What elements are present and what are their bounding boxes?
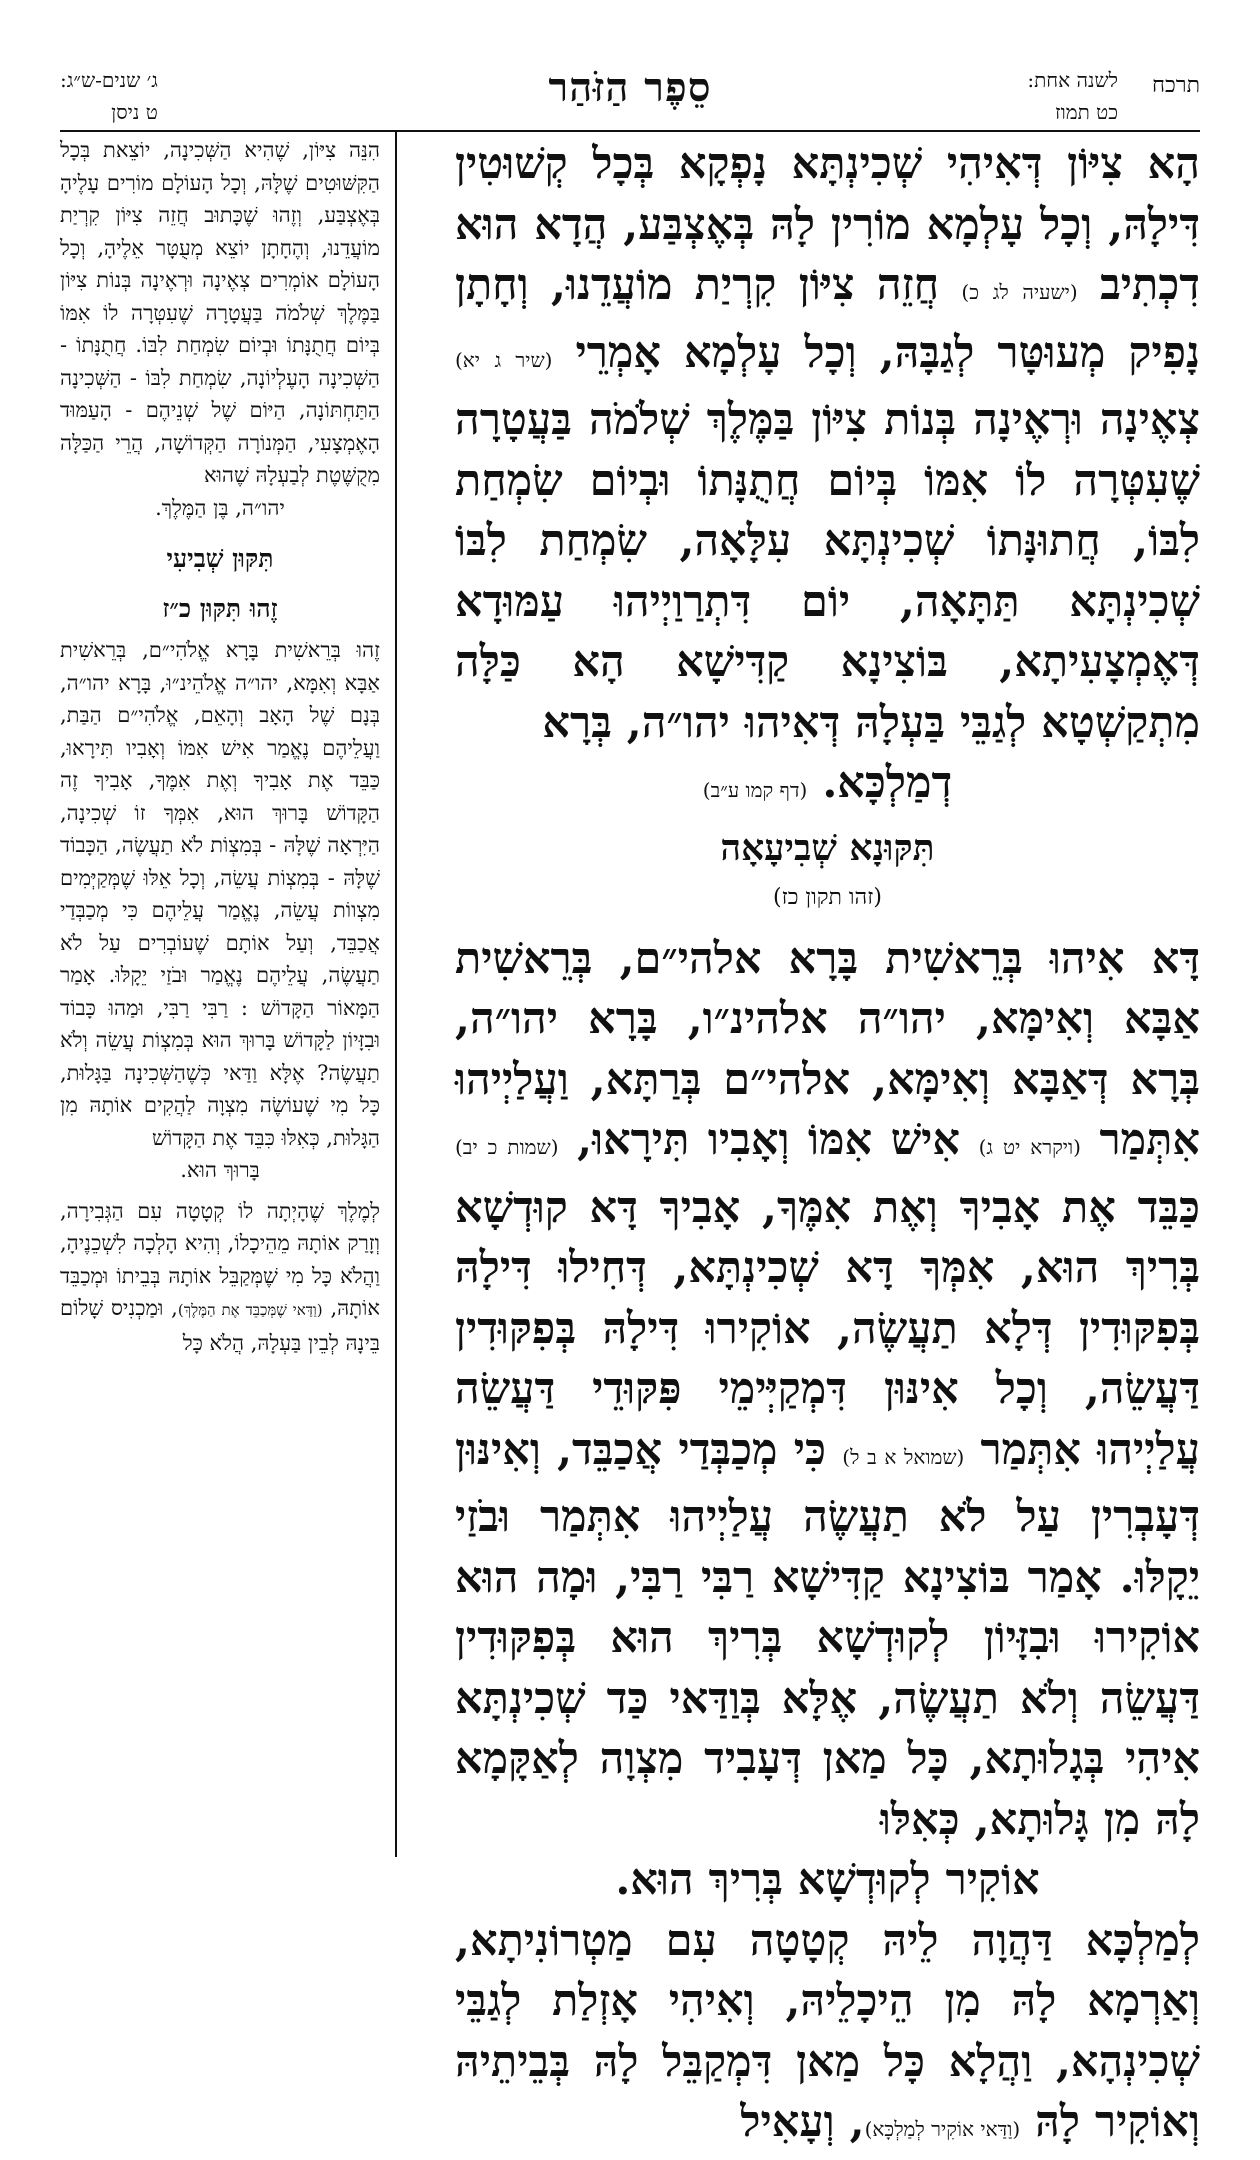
side-paragraph-3: לְמֶלֶךְ שֶׁהָיְתָה לוֹ קְטָטָה עִם הַגְּבִירָה, וְזָרַק אוֹתָהּ מֵהֵיכָלוֹ, וְהִיא הָלְכָה לִשְׁכֵנֶיהָ, וַהֲלֹא כָּל מִי שֶׁמְּקַבֵּל אוֹתָהּ בְּבֵיתוֹ וּמְכַבֵּד אוֹתָהּ, (וַדַּאי שֶׁמְּכַבֵּד אֶת הַמֶּלֶךְ), וּמַכְנִיס שָׁלוֹם בֵּינָהּ לְבֵין בַּעְלָהּ, הֲלֹא כָּל bbox=[60, 1198, 380, 1355]
left-header-note bbox=[60, 64, 158, 128]
aramaic-column bbox=[455, 134, 1200, 2160]
schedule-label-left: ג׳ שנים-ש״ג: bbox=[60, 68, 158, 92]
section-subheading: (זהו תקון כז) bbox=[773, 884, 882, 910]
inline-gloss: (וַדַּאי שֶׁמְּכַבֵּד אֶת הַמֶּלֶךְ) bbox=[177, 1301, 323, 1319]
side-subheading: זֶהוּ תִּקּוּן כ״ז bbox=[162, 594, 278, 623]
inline-gloss: (וַדַּאי אוֹקִיר לְמַלְכָּא) bbox=[864, 2117, 1021, 2141]
book-title: סֵפֶר הַזֹּהַר bbox=[548, 64, 712, 111]
schedule-date: כט תמוז bbox=[1055, 100, 1118, 124]
schedule-date-left: ט ניסן bbox=[111, 100, 158, 124]
side-paragraph-1: הִנֵּה צִיּוֹן, שֶׁהִיא הַשְּׁכִינָה, יוֹצֵאת בְּכָל הַקִּשּׁוּטִים שֶׁלָּהּ, וְכָל הָעוֹלָם מוֹרִים עָלֶיהָ בְּאֶצְבַּע, וְזֶהוּ שֶׁכָּתוּב חֲזֵה צִיּוֹן קִרְיַת מוֹעֲדֵנוּ, וְהֶחָתָן יוֹצֵא מְעֻטָּר אֵלֶיהָ, וְכָל הָעוֹלָם אוֹמְרִים צְאֶינָה וּרְאֶינָה בְּנוֹת צִיּוֹן בַּמֶּלֶךְ שְׁלֹמֹה בַּעֲטָרָה שֶׁעִטְּרָה לוֹ אִמּוֹ בְּיוֹם חֲתֻנָּתוֹ וּבְיוֹם שִׂמְחַת לִבּוֹ. חֲתֻנָּתוֹ - הַשְּׁכִינָה הָעֶלְיוֹנָה, שִׂמְחַת לִבּוֹ - הַשְּׁכִינָה הַתַּחְתּוֹנָה, הַיּוֹם שֶׁל שְׁנֵיהֶם - הָעַמּוּד הָאֶמְצָעִי, הַמְּנוֹרָה הַקְּדוֹשָׁה, הֲרֵי הַכַּלָּה מִקֻשֶּׁטֶת לְבַעְלָהּ שֶׁהוּא bbox=[60, 138, 380, 487]
verse-reference: (ויקרא יט ג) bbox=[978, 1135, 1081, 1159]
section-heading: תִּקּוּנָא שְׁבִיעָאָה bbox=[720, 826, 935, 869]
side-paragraph-2: זֶהוּ בְּרֵאשִׁית בָּרָא אֱלֹהִי״ם, בְּרֵאשִׁית אַבָּא וְאִמָּא, יהו״ה אֱלֹהֵינ״וּ, בָּרָא יהו״ה, בְּנָם שֶׁל הָאָב וְהָאֵם, אֱלֹהִי״ם הַבַּת, וַעֲלֵיהֶם נֶאֱמַר אִישׁ אִמּוֹ וְאָבִיו תִּירָאוּ, כַּבֵּד אֶת אָבִיךָ וְאֶת אִמֶּךָ, אָבִיךָ זֶה הַקָּדוֹשׁ בָּרוּךְ הוּא, אִמְּךָ זוֹ שְׁכִינָה, הַיִּרְאָה שֶׁלָּהּ - בְּמִצְוֹת לֹא תַעֲשֶׂה, הַכָּבוֹד שֶׁלָּהּ - בְּמִצְוֹת עֲשֵׂה, וְכָל אֵלּוּ שֶׁמְּקַיְּמִים מִצְווֹת עֲשֵׂה, נֶאֱמַר עֲלֵיהֶם כִּי מְכַבְּדַי אֲכַבֵּד, וְעַל אוֹתָם שֶׁעוֹבְרִים עַל לֹא תַעֲשֶׂה, עֲלֵיהֶם נֶאֱמַר וּבֹזַי יֵקָלּוּ. אָמַר הַמָּאוֹר הַקָּדוֹשׁ : רַבִּי רַבִּי, וּמַהוּ כָּבוֹד וּבִזָּיוֹן לַקָּדוֹשׁ בָּרוּךְ הוּא בְּמִצְוֹת עֲשֵׂה וְלֹא תַעֲשֶׂה? אֶלָּא וַדַּאי כְּשֶׁהַשְּׁכִינָה בַּגָּלוּת, כָּל מִי שֶׁעוֹשֶׂה מִצְוָה לַהֲקִים אוֹתָהּ מִן הַגָּלוּת, כְּאִלּוּ כִּבֵּד אֶת הַקָּדוֹשׁ bbox=[60, 638, 380, 1150]
page-header bbox=[60, 62, 1200, 132]
hebrew-translation-column bbox=[60, 134, 380, 1359]
main-paragraph-1: הָא צִיּוֹן דְּאִיהִי שְׁכִינְתָּא נָפְקָא בְּכָל קְשׁוּטִין דִּילָהּ, וְכָל עָלְמָא מוֹרִין לָהּ בְּאֶצְבַּע, הֲדָא הוּא דִכְתִיב (ישעיה לג כ) חֲזֵה צִיּוֹן קִרְיַת מוֹעֲדֵנוּ, וְחָתָן נָפִיק מְעוּטָּר לְגַבָּהּ, וְכָל עָלְמָא אָמְרֵי (שיר ג יא) צְאֶינָה וּרְאֶינָה בְּנוֹת צִיּוֹן בַּמֶּלֶךְ שְׁלֹמֹה בַּעֲטָרָה שֶׁעִטְּרָה לוֹ אִמּוֹ בְּיוֹם חֲתֻנָּתוֹ וּבְיוֹם שִׂמְחַת לִבּוֹ, חֲתוּנָּתוֹ שְׁכִינְתָּא עִלָּאָה, שִׂמְחַת לִבּוֹ שְׁכִינְתָּא תַּתָּאָה, יוֹם דִּתְרַוַיְיהוּ עַמּוּדָא דְּאֶמְצָעִיתָא, בּוֹצִינָא קַדִּישָׁא הָא כַּלָּה מִתְקַשְׁטָא לְגַבֵּי בַּעְלָהּ דְּאִיהוּ יהו״ה, בְּרָא bbox=[455, 139, 1200, 748]
page-number: תרכח bbox=[1152, 73, 1200, 98]
header-rule bbox=[60, 130, 1200, 132]
side-heading: תִּקּוּן שְׁבִיעִי bbox=[166, 544, 274, 573]
main-paragraph-1-end: דְמַלְכָּא. (דף קמו ע״ב) bbox=[702, 758, 953, 808]
verse-reference: (שמות כ יב) bbox=[455, 1135, 559, 1159]
verse-reference: (ישעיה לג כ) bbox=[961, 280, 1078, 304]
main-paragraph-2: דָּא אִיהוּ בְּרֵאשִׁית בָּרָא אלהי״ם, בְּרֵאשִׁית אַבָּא וְאִימָּא, יהו״ה אלהינ״ו, בָּרָא יהו״ה, בְּרָא דְּאַבָּא וְאִימָּא, אלהי״ם בְּרַתָּא, וַעֲלַיְיהוּ אִתְּמַר (ויקרא יט ג) אִישׁ אִמּוֹ וְאָבִיו תִּירָאוּ, (שמות כ יב) כַּבֵּד אֶת אָבִיךָ וְאֶת אִמֶּךָ, אָבִיךָ דָּא קוּדְשָׁא בְּרִיךְ הוּא, אִמְּךָ דָּא שְׁכִינְתָּא, דְּחִילוּ דִּילָהּ בְּפִקּוּדִין דְּלָא תַעֲשֶׂה, אוֹקִירוּ דִּילָהּ בְּפִקּוּדִין דַּעֲשֵׂה, וְכָל אִינּוּן דִּמְקַיְּימֵי פִּקּוּדֵי דַּעֲשֵׂה עֲלַיְיהוּ אִתְּמַר (שמואל א ב ל) כִּי מְכַבְּדַי אֲכַבֵּד, וְאִינּוּן דְּעָבְרִין עַל לֹא תַעֲשֶׂה עֲלַיְיהוּ אִתְּמַר וּבֹזַי יֵקָלּוּ. אָמַר בּוֹצִינָא קַדִּישָׁא רַבִּי רַבִּי, וּמָה הוּא אוֹקִירוּ וּבִזָּיוֹן לְקוּדְשָׁא בְּרִיךְ הוּא בְּפִקּוּדִין דַּעֲשֵׂה וְלֹא תַעֲשֶׂה, אֶלָּא בְּוַדַּאי כַּד שְׁכִינְתָּא אִיהִי בְּגָלוּתָא, כָּל מַאן דְּעָבִיד מִצְוָה לְאַקָּמָא לָהּ מִן גָּלוּתָא, כְּאִלּוּ bbox=[455, 933, 1200, 1845]
schedule-label: לשנה אחת: bbox=[1027, 68, 1118, 92]
side-paragraph-2-end: בָּרוּךְ הוּא. bbox=[180, 1158, 260, 1182]
verse-reference: (שמואל א ב ל) bbox=[842, 1444, 965, 1469]
page-reference: (דף קמו ע״ב) bbox=[702, 778, 808, 802]
main-paragraph-3: לְמַלְכָּא דַּהֲוָה לֵיהּ קְטָטָה עִם מַטְרוֹנִיתָא, וְאַרְמָא לָהּ מִן הֵיכָלֵיהּ, וְאִיהִי אָזְלַת לְגַבֵּי שְׁכִינְהָא, וַהֲלָא כָּל מַאן דִּמְקַבֵּל לָהּ בְּבֵיתֵיהּ וְאוֹקִיר לָהּ (וַדַּאי אוֹקִיר לְמַלְכָּא), וְעָאִיל bbox=[455, 1915, 1200, 2147]
main-paragraph-2-end: אוֹקִיר לְקוּדְשָׁא בְּרִיךְ הוּא. bbox=[615, 1855, 1040, 1905]
verse-reference: (שיר ג יא) bbox=[455, 347, 553, 372]
side-paragraph-1-end: יהו״ה, בֶּן הַמֶּלֶךְ. bbox=[155, 495, 285, 520]
column-divider bbox=[395, 132, 397, 1857]
